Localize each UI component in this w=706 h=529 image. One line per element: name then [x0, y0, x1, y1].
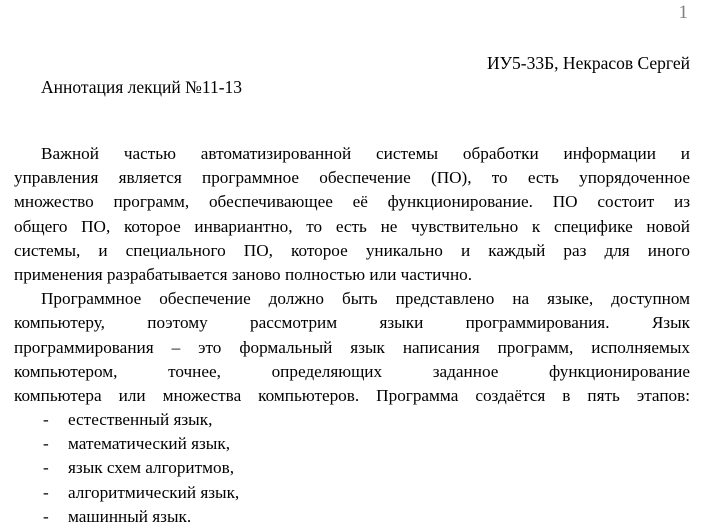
list-item [14, 481, 690, 505]
paragraph-line: системы, и специального ПО, которое уникально и каждый раз для иного [14, 240, 690, 260]
list-item-text: математический язык, [68, 434, 230, 454]
paragraph-line: управления является программное обеспечение (ПО), то есть упорядоченное [14, 168, 690, 188]
paragraph-line: программирования – это формальный язык написания программ, исполняемых [14, 337, 690, 357]
page-number: 1 [678, 2, 688, 23]
list-item-text: язык схем алгоритмов, [68, 458, 235, 478]
list-dash-marker: - [43, 506, 49, 526]
paragraph-languages [14, 287, 690, 408]
document-title: Аннотация лекций №11-13 [41, 77, 243, 97]
paragraph-line: общего ПО, которое инвариантно, то есть не чувствительно к специфике новой [14, 216, 690, 236]
paragraph-line: Важной частью автоматизированной системы обработки информации и [41, 144, 690, 163]
languages-list [14, 408, 690, 529]
list-dash-marker: - [43, 410, 49, 430]
author-line: ИУ5-33Б, Некрасов Сергей [487, 53, 690, 73]
list-item [14, 505, 690, 529]
document-body [14, 142, 690, 529]
paragraph-line: компьютера или множества компьютеров. Программа создаётся в пять этапов: [14, 385, 690, 405]
paragraph-line: Программное обеспечение должно быть представлено на языке, доступном [41, 289, 690, 309]
paragraph-software [14, 142, 690, 287]
list-item [14, 432, 690, 456]
paragraph-line: множество программ, обеспечивающее её функционирование. ПО состоит из [14, 192, 690, 212]
list-dash-marker: - [43, 434, 49, 454]
list-item-text: естественный язык, [68, 410, 213, 430]
paragraph-line: применения разрабатывается заново полностью или частично. [14, 264, 473, 284]
list-dash-marker: - [43, 482, 49, 502]
list-item-text: алгоритмический язык, [68, 482, 240, 502]
list-item-text: машинный язык. [68, 506, 192, 526]
list-item [14, 456, 690, 480]
paragraph-line: компьютером, точнее, определяющих заданное функционирование [14, 361, 690, 381]
list-dash-marker: - [43, 458, 49, 478]
paragraph-line: компьютеру, поэтому рассмотрим языки программирования. Язык [14, 313, 690, 333]
list-item [14, 408, 690, 432]
